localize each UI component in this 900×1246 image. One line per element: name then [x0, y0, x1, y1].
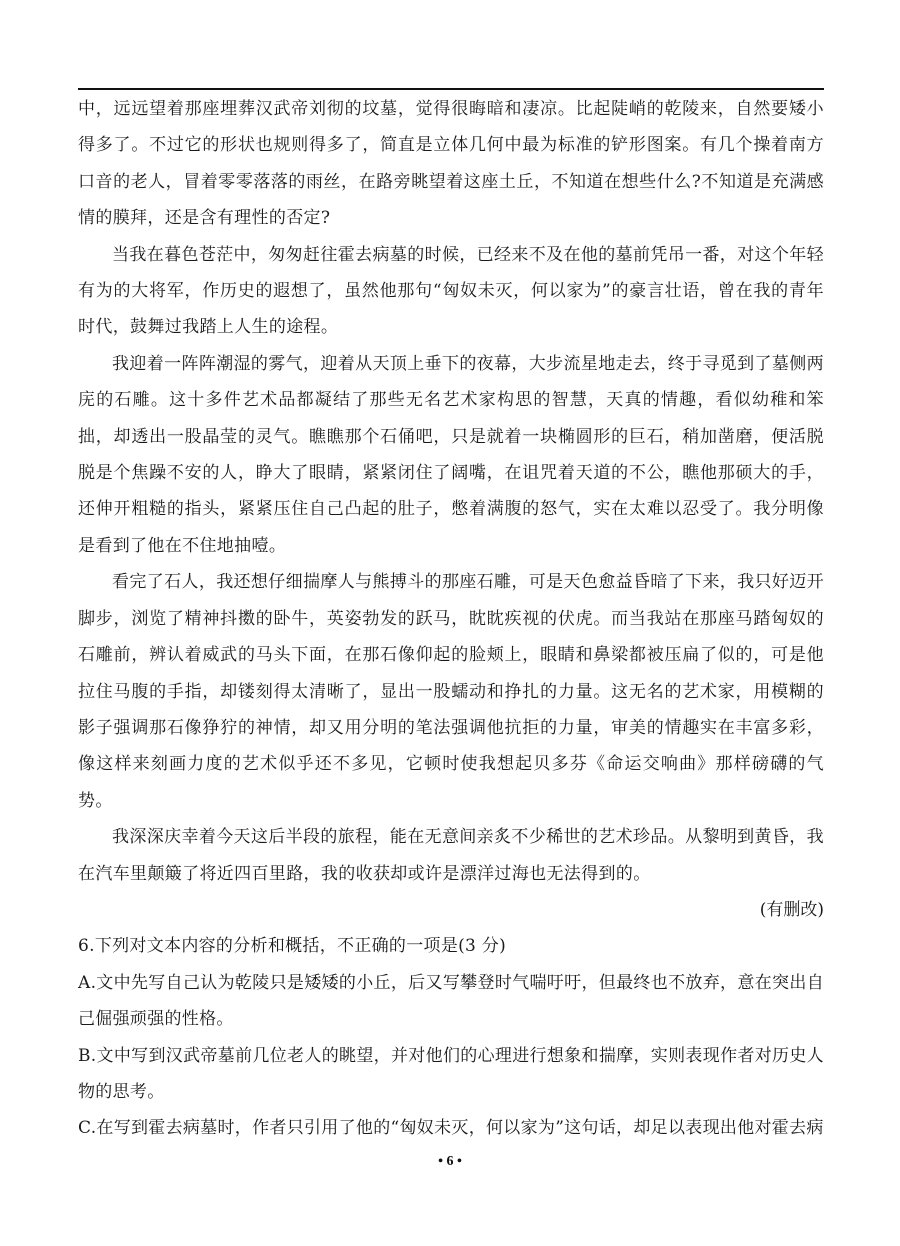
article-body: [78, 91, 824, 1147]
option-c: C.在写到霍去病墓时，作者只引用了他的“匈奴未灭，何以家为”这句话，却足以表现出他对霍去病: [78, 1118, 824, 1139]
paragraph-stone-figure: 我迎着一阵阵潮湿的雾气，迎着从天顶上垂下的夜幕，大步流星地走去，终于寻觅到了墓侧两庑的石雕。这十多件艺术品都凝结了那些无名艺术家构思的智慧，天真的情趣，看似幼稚和笨拙，却透出一股晶莹的灵气。瞧瞧那个石俑吧，只是就着一块椭圆形的巨石，稍加凿磨，便活脱脱是个焦躁不安的人，睁大了眼睛，紧紧闭住了阔嘴，在诅咒着天道的不公，瞧他那硕大的手，还伸开粗糙的指头，紧紧压住自己凸起的肚子，憋着满腹的怒气，实在太难以忍受了。我分明像是看到了他在不住地抽噎。: [78, 353, 824, 556]
option-b: B.文中写到汉武帝墓前几位老人的眺望，并对他们的心理进行想象和揣摩，实则表现作者对历史人物的思考。: [78, 1045, 824, 1102]
paragraph-horse-sculpture: 看完了石人，我还想仔细揣摩人与熊搏斗的那座石雕，可是天色愈益昏暗了下来，我只好迈开脚步，浏览了精神抖擞的卧牛，英姿勃发的跃马，眈眈疾视的伏虎。而当我站在那座马踏匈奴的石雕前，辨认着威武的马头下面，在那石像仰起的脸颊上，眼睛和鼻梁都被压扁了似的，可是他拉住马腹的手指，却镂刻得太清晰了，显出一股蠕动和挣扎的力量。这无名的艺术家，用模糊的影子强调那石像狰狞的神情，却又用分明的笔法强调他抗拒的力量，审美的情趣实在丰富多彩，像这样来刻画力度的艺术似乎还不多见，它顿时使我想起贝多芬《命运交响曲》那样磅礴的气势。: [78, 572, 824, 811]
source-note: (有删改): [759, 899, 824, 920]
question-stem: 6.下列对文本内容的分析和概括，不正确的一项是(3 分): [78, 936, 507, 957]
header-rule: [78, 88, 824, 90]
paragraph-huoqubing-tomb: 当我在暮色苍茫中，匆匆赶往霍去病墓的时候，已经来不及在他的墓前凭吊一番，对这个年轻有为的大将军，作历史的遐想了，虽然他那句“匈奴未灭，何以家为”的豪言壮语，曾在我的青年时代，鼓舞过我踏上人生的途程。: [78, 244, 824, 338]
option-a: A.文中先写自己认为乾陵只是矮矮的小丘，后又写攀登时气喘吁吁，但最终也不放弃，意在突出自己倔强顽强的性格。: [78, 972, 824, 1030]
paragraph-continuation: 中，远远望着那座埋葬汉武帝刘彻的坟墓，觉得很晦暗和凄凉。比起陡峭的乾陵来，自然要矮小得多了。不过它的形状也规则得多了，简直是立体几何中最为标准的铲形图案。有几个操着南方口音的老人，冒着零零落落的雨丝，在路旁眺望着这座土丘，不知道在想些什么?不知道是充满感情的膜拜，还是含有理性的否定?: [78, 99, 824, 229]
page-number: • 6 •: [438, 1154, 462, 1169]
paragraph-journey-reflection: 我深深庆幸着今天这后半段的旅程，能在无意间亲炙不少稀世的艺术珍品。从黎明到黄昏，我在汽车里颠簸了将近四百里路，我的收获却或许是漂洋过海也无法得到的。: [78, 827, 824, 884]
